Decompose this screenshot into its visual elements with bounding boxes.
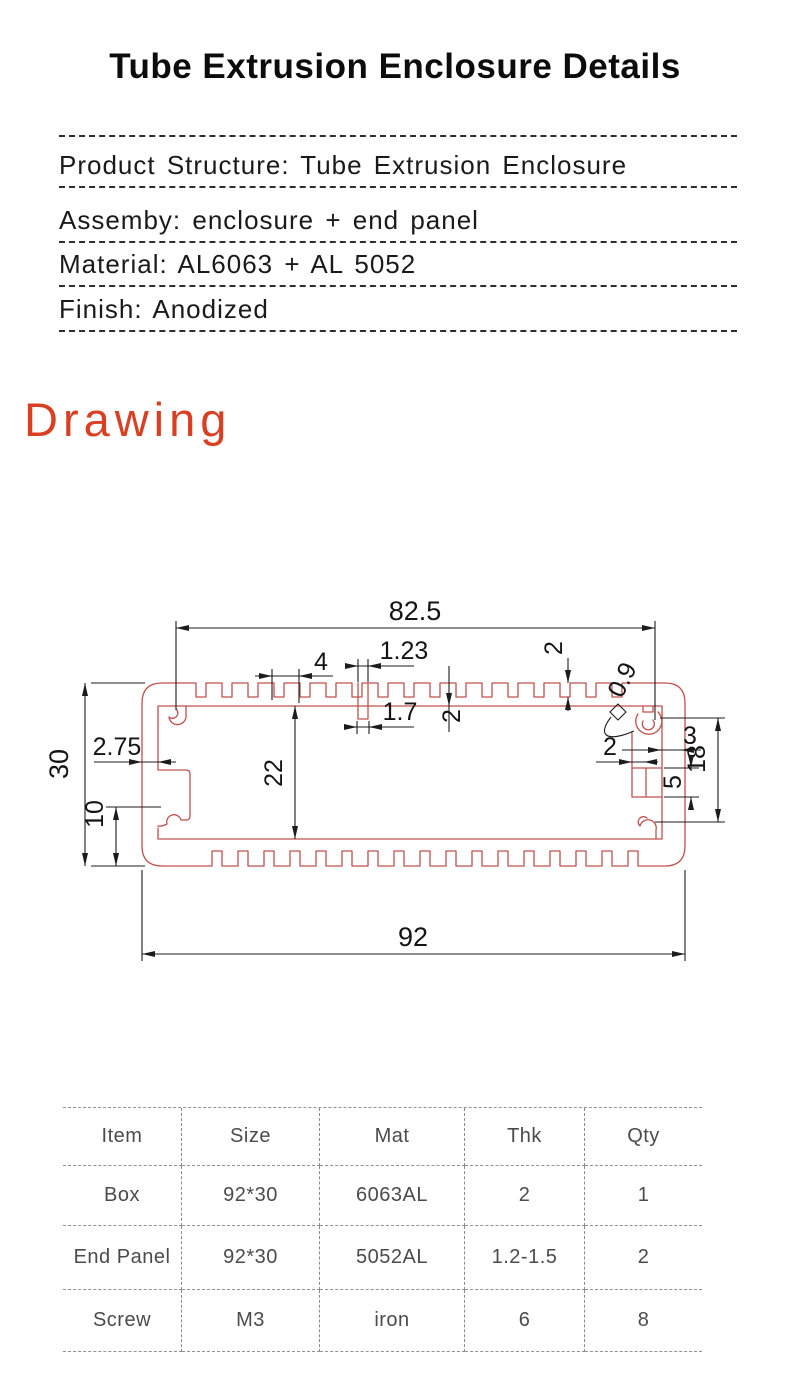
table-cell: End Panel [63, 1226, 182, 1290]
dim-label-1-23: 1.23 [379, 637, 429, 665]
spec-finish: Finish: Anodized [59, 287, 737, 332]
dim-label-2-fin: 2 [540, 641, 568, 655]
dim-label-82-5: 82.5 [388, 596, 442, 626]
page-title: Tube Extrusion Enclosure Details [109, 47, 681, 86]
dim-label-5: 5 [659, 775, 687, 789]
table-cell: M3 [182, 1290, 320, 1352]
dim-flange-height [81, 800, 161, 866]
table-cell: 6 [465, 1290, 585, 1352]
spec-material: Material: AL6063 + AL 5052 [59, 243, 737, 287]
dim-slot-width [346, 698, 417, 734]
table-cell: iron [320, 1290, 465, 1352]
table-cell: 1.2-1.5 [465, 1226, 585, 1290]
dim-cavity-height [260, 706, 295, 839]
dim-fin-depth [540, 641, 568, 711]
table-cell: 1 [585, 1166, 702, 1226]
dim-boss-wall [596, 733, 658, 762]
spec-list [59, 135, 737, 332]
dim-label-92: 92 [397, 922, 429, 952]
dim-label-2-wall: 2 [438, 709, 466, 723]
dim-label-3: 3 [683, 722, 697, 750]
spec-product-structure: Product Structure: Tube Extrusion Enclosure [59, 137, 737, 188]
table-header-qty: Qty [585, 1108, 702, 1166]
table-cell: 8 [585, 1290, 702, 1352]
table-header-thk: Thk [465, 1108, 585, 1166]
dim-side-wall [93, 733, 176, 762]
parts-table [63, 1107, 702, 1352]
table-header-mat: Mat [320, 1108, 465, 1166]
dim-overall-width [142, 870, 685, 961]
table-cell: 5052AL [320, 1226, 465, 1290]
table-cell: 92*30 [182, 1166, 320, 1226]
dim-label-1-7: 1.7 [382, 698, 418, 726]
dim-label-0-9: 0.9 [602, 658, 643, 702]
dim-label-2-75: 2.75 [92, 733, 142, 761]
table-header-item: Item [63, 1108, 182, 1166]
dim-overall-height [44, 683, 145, 866]
dim-fin-pitch [255, 648, 333, 703]
table-header-size: Size [182, 1108, 320, 1166]
drawing-heading: Drawing [24, 393, 232, 446]
table-cell: Screw [63, 1290, 182, 1352]
table-cell: 2 [585, 1226, 702, 1290]
table-cell: 2 [465, 1166, 585, 1226]
dim-label-10: 10 [81, 800, 109, 828]
extrusion-cross-section-drawing [0, 560, 790, 970]
dim-label-22: 22 [260, 759, 288, 787]
table-cell: 6063AL [320, 1166, 465, 1226]
dim-label-18: 18 [683, 745, 711, 773]
spec-assembly: Assemby: enclosure + end panel [59, 188, 737, 243]
dim-slot-top-width [346, 637, 428, 682]
dim-label-4: 4 [314, 648, 328, 676]
dim-top-wall [438, 666, 466, 732]
table-cell: Box [63, 1166, 182, 1226]
dim-label-30: 30 [44, 748, 74, 780]
dim-label-2-boss: 2 [603, 733, 617, 761]
table-cell: 92*30 [182, 1226, 320, 1290]
